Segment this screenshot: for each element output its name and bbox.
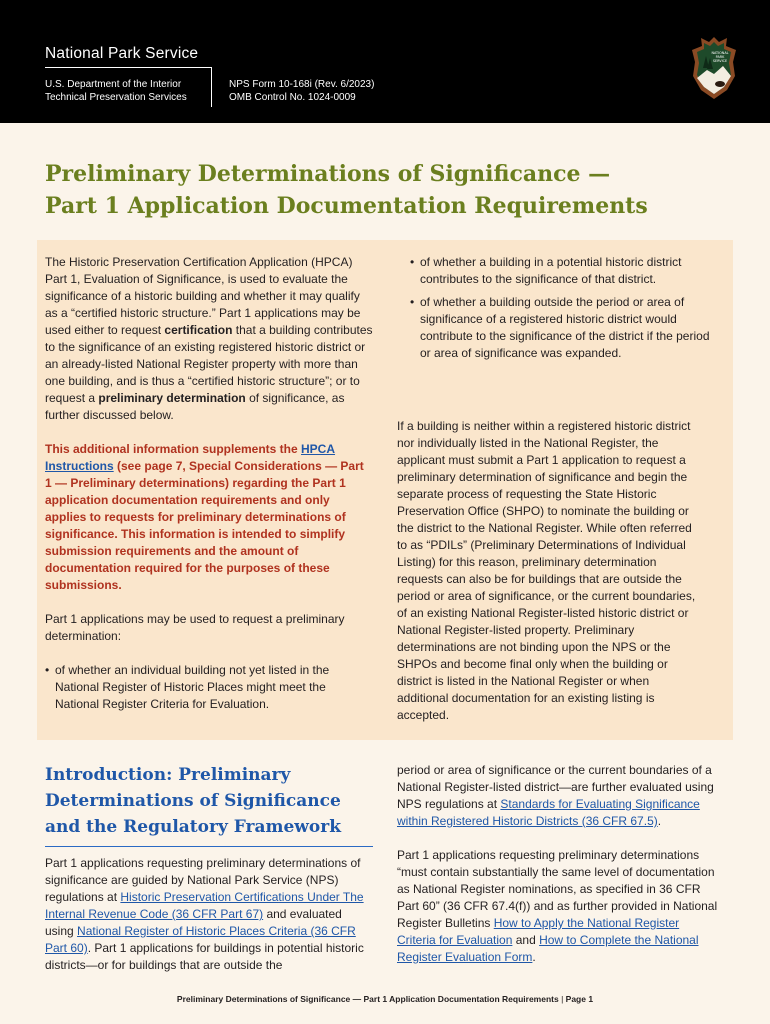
how-to-complete-form-link[interactable]: How to Complete the National Register Evaluation Form	[397, 933, 699, 964]
footer-title: Preliminary Determinations of Significance — Part 1 Application Documentation Requirements	[176, 994, 559, 1004]
department-info	[45, 78, 187, 104]
office-line: Technical Preservation Services	[45, 92, 187, 103]
logo-lettering: NATIONAL	[711, 51, 729, 55]
header-divider	[45, 67, 211, 68]
intro-right-column	[397, 762, 719, 966]
36-cfr-part-60-link[interactable]: National Register of Historic Places Criteria (36 CFR Part 60)	[45, 924, 356, 955]
agency-name: National Park Service	[45, 45, 199, 62]
heading-rule	[45, 846, 373, 847]
pdil-paragraph: If a building is neither within a registered historic district nor individually listed in the National Register, the applicant must submit a Part 1 application to request a preliminary determination of significance and begin the separate process of requesting the State Historic Preservation Office (SHPO) to nominate the building or the district to the National Register. While often referred to as “PDILs” (Preliminary Determinations of Individual Listing) for this reason, preliminary determination requests can also be for buildings that are outside the period or area of significance, or the current boundaries, of an existing National Register-listed historic district or National Register-listed property. Preliminary determinations are not binding upon the NPS or the SHPOs and become final only when the building or district is listed in the National Register or when additional documentation for an existing listing is accepted.	[397, 419, 696, 722]
page-number: Page 1	[565, 994, 594, 1004]
bullet-icon: •	[410, 255, 415, 269]
page-title	[45, 158, 725, 222]
how-to-apply-criteria-link[interactable]: How to Apply the National Register Criteria for Evaluation	[397, 916, 680, 947]
36-cfr-67-5-link[interactable]: Standards for Evaluating Significance within Registered Historic Districts (36 CFR 67.5)	[397, 797, 700, 828]
header-vertical-divider	[211, 67, 212, 107]
bullet-icon: •	[410, 295, 415, 309]
hpca-overview-paragraph: The Historic Preservation Certification Application (HPCA) Part 1, Evaluation of Significance, is used to evaluate the significance of a historic building and whether it may qualify as a “certified historic structure.” Part 1 applications may be used either to request certification that a building contributes to the significance of an existing registered historic district or an already-listed National Register property with more than one building, and is thus a “certified historic structure”; or to request a preliminary determination of significance, as further discussed below.	[45, 255, 373, 422]
form-number: NPS Form 10-168i (Rev. 6/2023)	[229, 79, 375, 90]
page-footer: Preliminary Determinations of Significance — Part 1 Application Documentation Requirements | Page 1	[176, 994, 594, 1004]
page-header	[0, 0, 770, 123]
form-info	[229, 78, 374, 104]
nps-arrowhead-logo	[689, 36, 739, 100]
omb-control-number: OMB Control No. 1024-0009	[229, 92, 356, 103]
bullet-icon: •	[45, 663, 50, 677]
regulations-paragraph: period or area of significance or the current boundaries of a National Register-listed district—are further evaluated using NPS regulations at Standards for Evaluating Significance within Registered Historic Districts (36 CFR 67.5).	[397, 763, 714, 828]
list-item: • of whether an individual building not yet listed in the National Register of Historic Places might meet the National Register Criteria for Evaluation.	[45, 663, 330, 711]
svg-text:PARK: PARK	[715, 55, 725, 59]
hpca-instructions-link[interactable]: HPCA Instructions	[45, 442, 336, 473]
callout-right-column	[410, 254, 710, 362]
title-line-1: Preliminary Determinations of Significance —	[45, 161, 611, 187]
determination-intro: Part 1 applications may be used to request a preliminary determination:	[45, 612, 345, 643]
list-item: • of whether a building in a potential historic district contributes to the significance of that district.	[410, 255, 682, 286]
supplement-notice: This additional information supplements the HPCA Instructions (see page 7, Special Considerations — Part 1 — Preliminary determinations) regarding the Part 1 application documentation requirements and only applies to requests for preliminary determinations of significance. This information is intended to simplify submission requirements and the amount of documentation required for the purposes of these submissions.	[45, 442, 364, 592]
intro-left-paragraph: Part 1 applications requesting preliminary determinations of significance are guided by National Park Service (NPS) regulations at Historic Preservation Certifications Under The Internal Revenue Code (36 CFR Part 67) and evaluated using National Register of Historic Places Criteria (36 CFR Part 60). Part 1 applications for buildings in potential historic districts—or for buildings that are outside the	[45, 856, 364, 972]
documentation-level-paragraph: Part 1 applications requesting preliminary determinations “must contain substantially the same level of documentation as National Register nominations, as specified in 36 CFR Part 60” (36 CFR 67.4(f)) and as further provided in National Register Bulletins How to Apply the National Register Criteria for Evaluation and How to Complete the National Register Evaluation Form.	[397, 848, 718, 964]
title-line-2: Part 1 Application Documentation Requirements	[45, 193, 648, 219]
36-cfr-part-67-link[interactable]: Historic Preservation Certifications Under The Internal Revenue Code (36 CFR Part 67)	[45, 890, 364, 921]
svg-text:SERVICE: SERVICE	[712, 59, 728, 63]
department-line: U.S. Department of the Interior	[45, 79, 182, 90]
list-item: • of whether a building outside the period or area of significance of a registered historic district would contribute to the significance of the district if the period or area of significance was expanded.	[410, 295, 710, 360]
callout-left-column	[45, 254, 373, 713]
introduction-heading: Introduction: Preliminary Determinations of Significance and the Regulatory Framework	[45, 765, 341, 837]
